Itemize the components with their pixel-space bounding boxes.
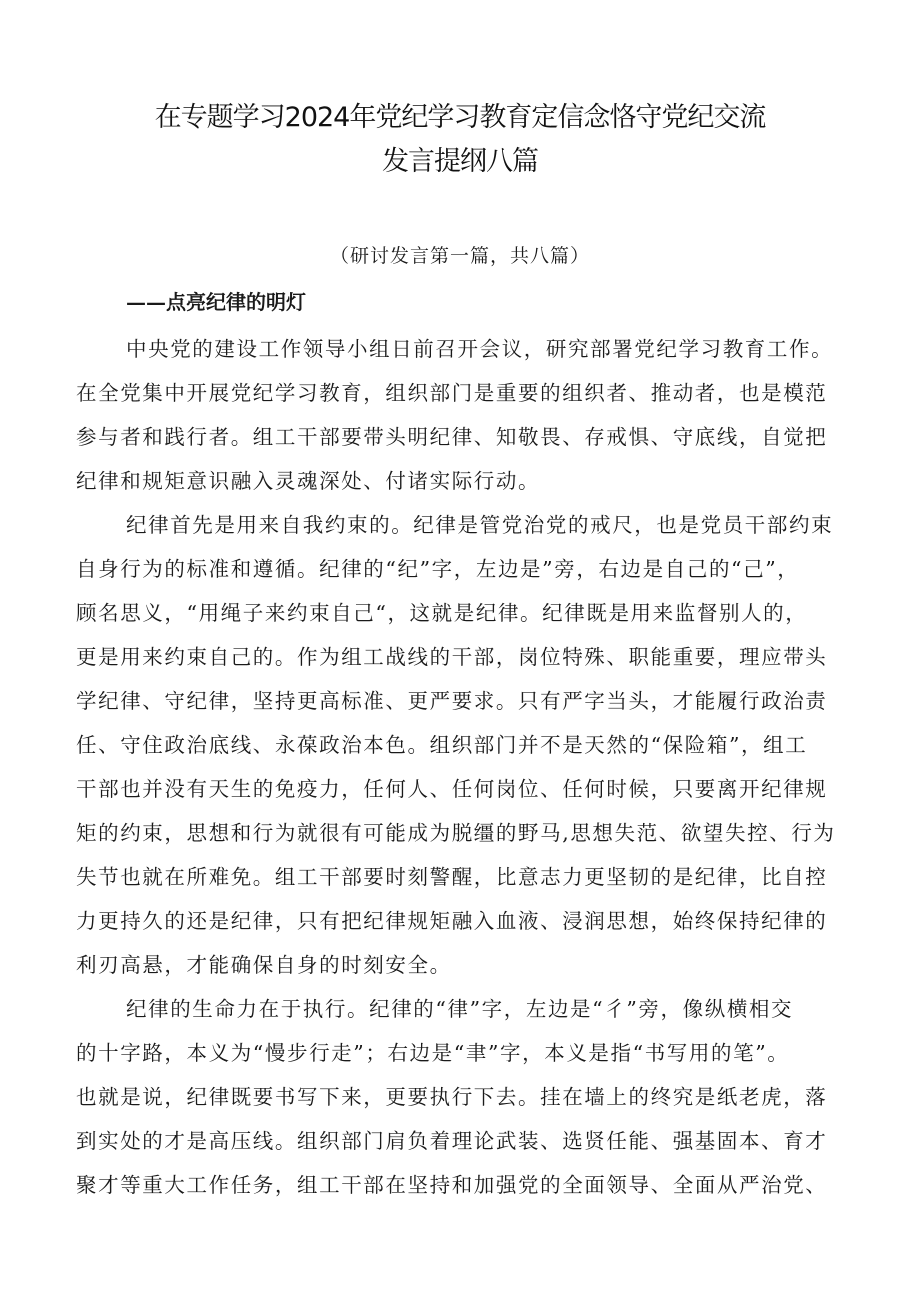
text-line: 纪律的生命力在于执行。纪律的“律”字，左边是“彳”旁，像纵横相交 — [126, 997, 794, 1021]
text-line: 也就是说，纪律既要书写下来，更要执行下去。挂在墙上的终究是纸老虎，落 — [76, 1085, 828, 1109]
text-line: 学纪律、守纪律，坚持更高标准、更严要求。只有严字当头，才能履行政治责 — [76, 689, 828, 713]
text-line: 到实处的才是高压线。组织部门肩负着理论武装、选贤任能、强基固本、育才 — [76, 1129, 828, 1153]
text-line: 自身行为的标准和遵循。纪律的“纪”字，左边是”旁，右边是自己的“己”， — [76, 557, 800, 581]
title-line-1: 在专题学习2024年党纪学习教育定信念恪守党纪交流 — [154, 102, 766, 133]
paragraph-3 — [76, 987, 866, 1207]
body-text — [76, 327, 866, 1207]
text-line: 在全党集中开展党纪学习教育，组织部门是重要的组织者、推动者，也是模范 — [76, 381, 828, 405]
text-line: 矩的约束，思想和行为就很有可能成为脱缰的野马,思想失范、欲望失控、行为 — [76, 821, 836, 845]
text-line: 纪律和规矩意识融入灵魂深处、付诸实际行动。 — [76, 469, 541, 493]
text-line: 顾名思义，“用绳子来约束自己“，这就是纪律。纪律既是用来监督别人的， — [76, 601, 808, 625]
text-line: 的十字路，本义为“慢步行走”；右边是“聿”字，本义是指“书写用的笔”。 — [76, 1041, 790, 1065]
document-subtitle: （研讨发言第一篇，共八篇） — [329, 245, 590, 267]
paragraph-1 — [76, 327, 866, 503]
title-line-2: 发言提纲八篇 — [382, 146, 538, 177]
text-line: 更是用来约束自己的。作为组工战线的干部，岗位特殊、职能重要，理应带头 — [76, 645, 828, 669]
text-line: 利刃高悬，才能确保自身的时刻安全。 — [76, 953, 452, 977]
text-line: 任、守住政治底线、永葆政治本色。组织部门并不是天然的“保险箱”，组工 — [76, 733, 808, 757]
text-line: 干部也并没有天生的免疫力，任何人、任何岗位、任何时候，只要离开纪律规 — [76, 777, 828, 801]
document-title — [60, 96, 860, 184]
section-heading: ——点亮纪律的明灯 — [126, 290, 306, 314]
text-line: 纪律首先是用来自我约束的。纪律是管党治党的戒尺，也是党员干部约束 — [126, 513, 834, 537]
paragraph-2 — [76, 503, 866, 987]
text-line: 聚才等重大工作任务，组工干部在坚持和加强党的全面领导、全面从严治党、 — [76, 1173, 828, 1197]
text-line: 力更持久的还是纪律，只有把纪律规矩融入血液、浸润思想，始终保持纪律的 — [76, 909, 828, 933]
text-line: 失节也就在所难免。组工干部要时刻警醒，比意志力更坚韧的是纪律，比自控 — [76, 865, 828, 889]
text-line: 中央党的建设工作领导小组日前召开会议，研究部署党纪学习教育工作。 — [126, 337, 834, 361]
text-line: 参与者和践行者。组工干部要带头明纪律、知敬畏、存戒惧、守底线，自觉把 — [76, 425, 828, 449]
